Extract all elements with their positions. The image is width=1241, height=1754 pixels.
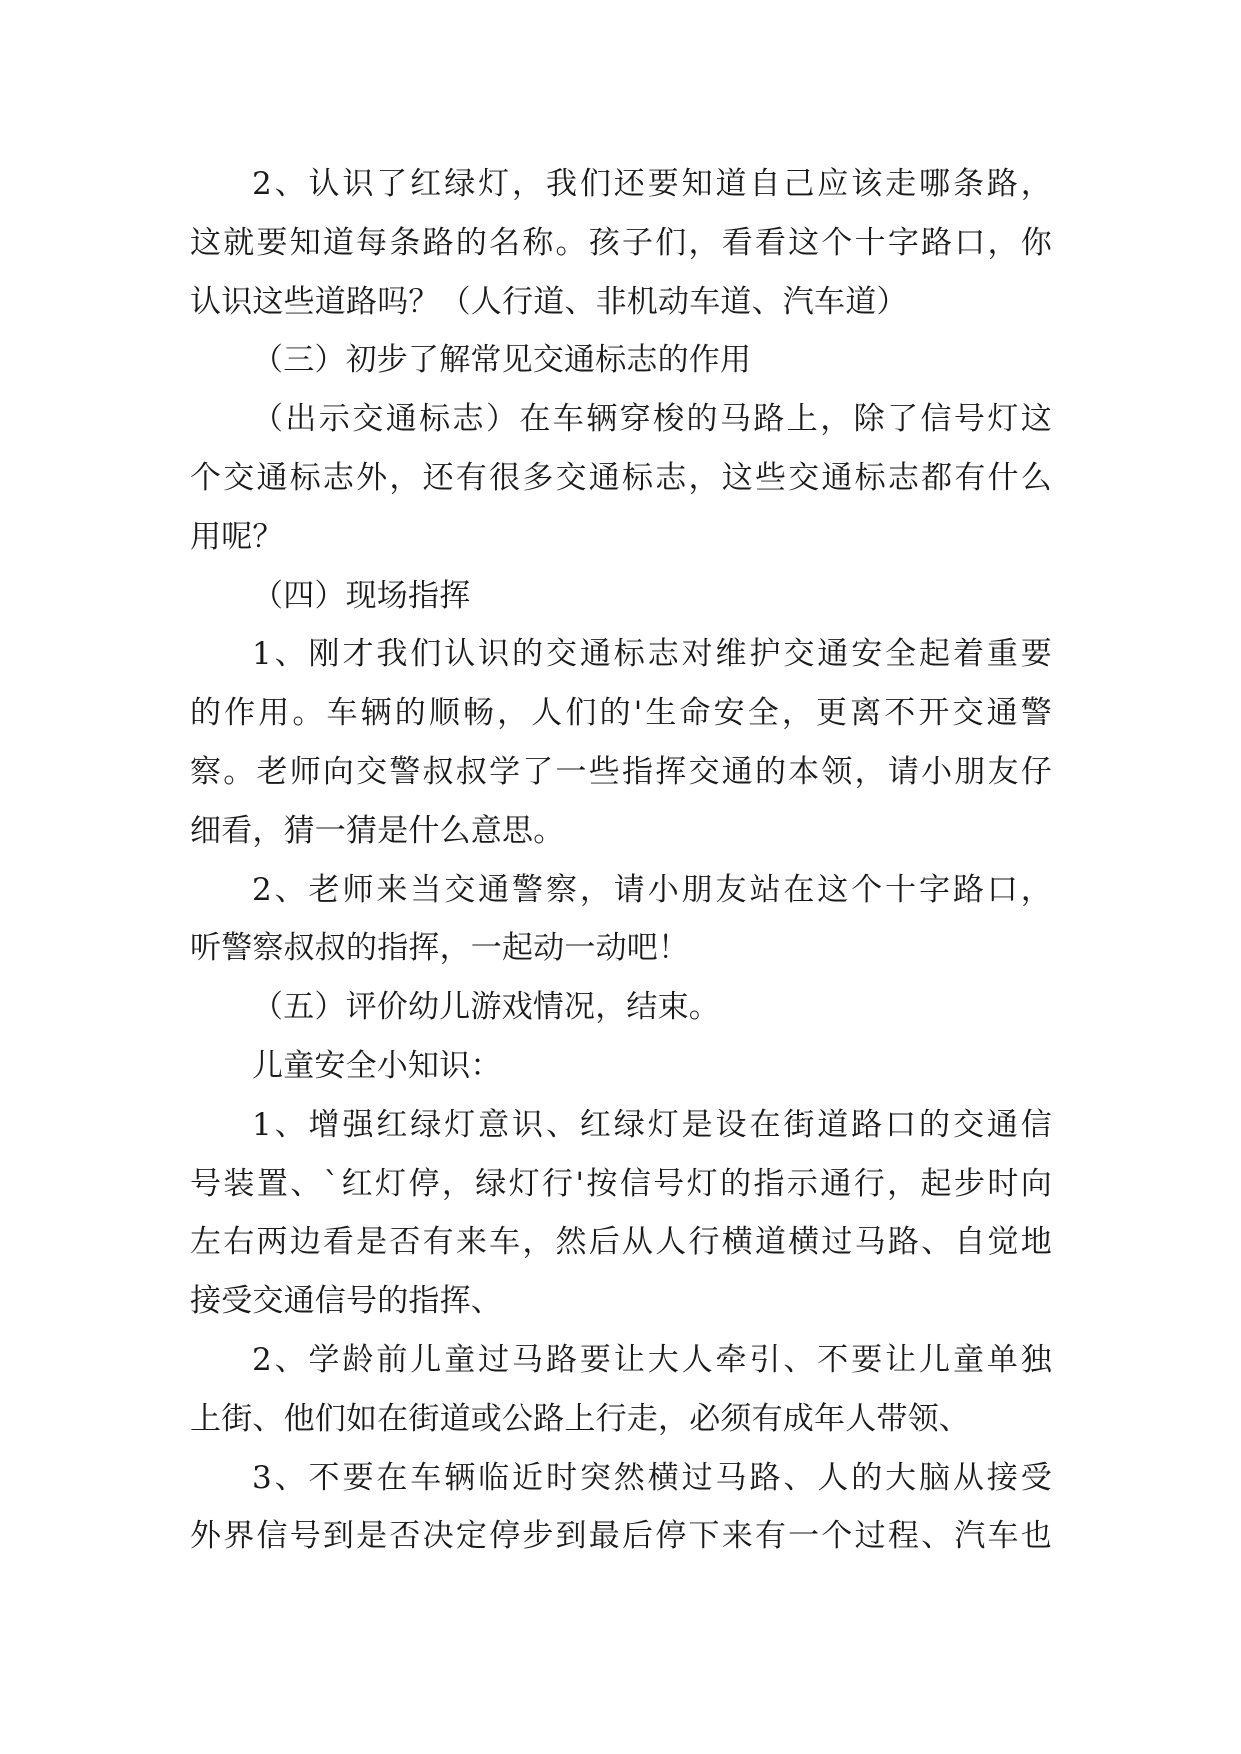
para-line: 认识这些道路吗？（人行道、非机动车道、汽车道）	[190, 283, 908, 320]
para-line: 号装置、`红灯停，绿灯行'按信号灯的指示通行，起步时向	[190, 1165, 1052, 1202]
para-line: 左右两边看是否有来车，然后从人行横道横过马路、自觉地	[190, 1224, 1052, 1261]
para-line: 2、认识了红绿灯，我们还要知道自己应该走哪条路，	[252, 166, 1052, 202]
para-line: 细看，猜一猜是什么意思。	[190, 812, 565, 849]
para-line: 外界信号到是否决定停步到最后停下来有一个过程、汽车也	[190, 1518, 1052, 1555]
document-page	[190, 155, 1052, 1566]
para-line: 1、增强红绿灯意识、红绿灯是设在街道路口的交通信	[252, 1106, 1052, 1143]
para-line: 1、刚才我们认识的交通标志对维护交通安全起着重要	[252, 636, 1052, 673]
para-line: 听警察叔叔的指挥，一起动一动吧！	[190, 930, 690, 967]
para-line: 个交通标志外，还有很多交通标志，这些交通标志都有什么	[190, 459, 1052, 496]
para-line: 2、学龄前儿童过马路要让大人牵引、不要让儿童单独	[252, 1341, 1052, 1378]
section-heading: （三）初步了解常见交通标志的作用	[252, 342, 752, 379]
para-line: 的作用。车辆的顺畅，人们的'生命安全，更离不开交通警	[190, 695, 1052, 732]
para-line: 这就要知道每条路的名称。孩子们，看看这个十字路口，你	[190, 224, 1052, 261]
section-heading: （四）现场指挥	[252, 577, 471, 614]
section-heading: （五）评价幼儿游戏情况，结束。	[252, 989, 720, 1026]
para-line: 接受交通信号的指挥、	[190, 1283, 502, 1320]
para-line: 上街、他们如在街道或公路上行走，必须有成年人带领、	[190, 1400, 970, 1437]
section-heading: 儿童安全小知识：	[252, 1047, 502, 1084]
para-line: （出示交通标志）在车辆穿梭的马路上，除了信号灯这	[252, 401, 1052, 438]
para-line: 3、不要在车辆临近时突然横过马路、人的大脑从接受	[252, 1459, 1052, 1496]
para-line: 用呢？	[190, 518, 284, 555]
para-line: 察。老师向交警叔叔学了一些指挥交通的本领，请小朋友仔	[190, 753, 1052, 790]
para-line: 2、老师来当交通警察，请小朋友站在这个十字路口，	[252, 871, 1052, 908]
